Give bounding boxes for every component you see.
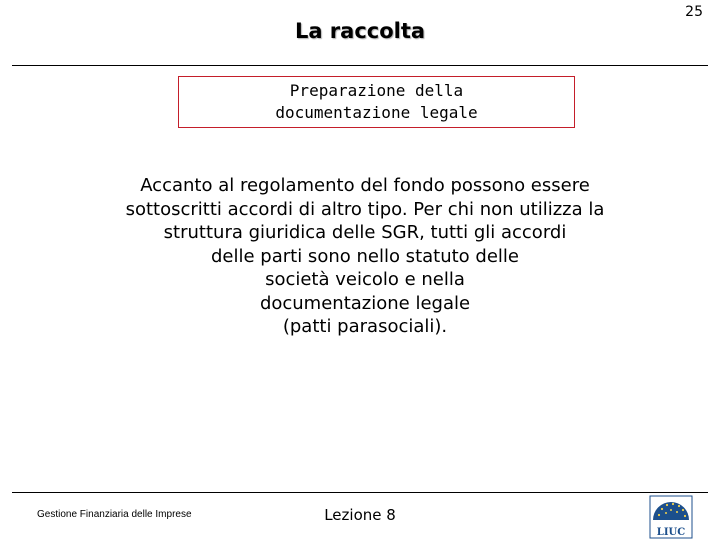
body-line: Accanto al regolamento del fondo possono essere bbox=[140, 175, 590, 196]
footer-lesson-label: Lezione 8 bbox=[324, 506, 396, 524]
body-paragraph bbox=[60, 174, 670, 339]
body-line: società veicolo e nella bbox=[265, 269, 465, 290]
top-divider bbox=[12, 65, 708, 66]
body-line: delle parti sono nello statuto delle bbox=[211, 245, 519, 267]
footer-course-name: Gestione Finanziaria delle Imprese bbox=[37, 509, 192, 520]
body-line: sottoscritti accordi di altro tipo. Per chi non utilizza la bbox=[125, 198, 605, 220]
bottom-divider bbox=[12, 492, 708, 493]
liuc-logo-icon bbox=[648, 494, 694, 540]
subtitle-line: Preparazione della bbox=[289, 81, 464, 100]
subtitle-box bbox=[178, 76, 575, 128]
body-line: documentazione legale bbox=[259, 292, 471, 314]
subtitle-line: documentazione legale bbox=[275, 103, 478, 122]
logo-text: LIUC bbox=[656, 527, 686, 538]
page-number: 25 bbox=[685, 4, 703, 20]
body-line: struttura giuridica delle SGR, tutti gli accordi bbox=[163, 222, 567, 243]
slide-title: La raccolta bbox=[294, 19, 426, 43]
body-line: (patti parasociali). bbox=[282, 316, 448, 337]
